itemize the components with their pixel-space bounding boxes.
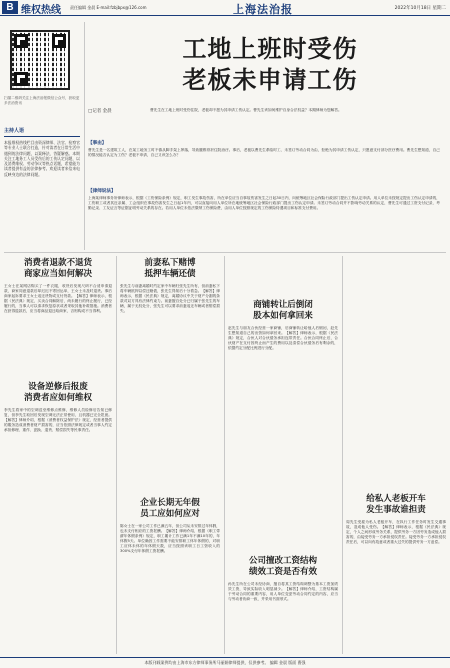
article-title-refund: 消费者退款不退货 商家应当如何解决 xyxy=(23,258,92,279)
article-text-repair: 李先生将家中的空调送至维修点维修，维修人员检修后告知已修复，但李先生取回后发现空调无法正常使用，且机器已完全报废。【解答】律师介绍，根据《消费者权益保护法》规定，经营者提供的服务造成消费者财产损害的，应当依照法律规定或者当事人约定承担修理、重作、更换、退货、赔偿损失等民事责任。 xyxy=(4,408,112,433)
lawyer-tag: 【律师说法】 xyxy=(88,189,116,194)
article-text-driver: 周先生受雇为私人老板开车，在执行工作任务时发生交通事故，造成他人受伤。【解答】律师表示，根据《民法典》规定，个人之间形成劳务关系，提供劳务一方因劳务造成他人损害的，由接受劳务一方承担侵权责任。接受劳务一方承担侵权责任后，可以向有故意或者重大过失的提供劳务一方追偿。 xyxy=(346,520,446,545)
article-title-shop: 商铺转让后倒闭 股本如何拿回来 xyxy=(253,300,313,321)
qr-caption: 扫描二维码关注上海法治报微信公众号，获取更多法治资讯 xyxy=(4,96,80,106)
headline-line-2: 老板未申请工伤 xyxy=(182,66,358,94)
article-text-leave: 陈女士在一家公司工作已满五年，但公司从未安排过年休假，也未支付相应的工资报酬。【解答】律师介绍，根据《职工带薪年休假条例》规定，职工累计工作已满1年不满10年的，年休假5天。单位确因工作需要不能安排职工休年休假的，对职工应休未休的年休假天数，应当按照该职工日工资收入的300%支付年休假工资报酬。 xyxy=(120,524,220,554)
column-divider xyxy=(342,256,343,654)
article-title-leave: 企业长期无年假 员工应如何应对 xyxy=(140,498,200,519)
lead-headline xyxy=(100,34,440,96)
page-footer: 本版刊载案例均由上海市东方律师事务所马丽娟律师提供，仅供参考。 编辑 金晨 版面 曹强 xyxy=(0,657,450,668)
lead-intro: 曹先生在工地上班时受伤住院，老板却不愿为其申请工伤认定。曹先生该如何维护自身合法权益？本期律师为您解答。 xyxy=(150,108,342,112)
lawyer-text: 上海某律师事务所律师表示，根据《工伤保险条例》规定，职工发生事故伤害，所在单位应当自事故伤害发生之日起30日内，向统筹地区社会保险行政部门提出工伤认定申请。用人单位未按规定提出工伤认定申请的，工伤职工或者其近亲属、工会组织在事故伤害发生之日起1年内，可以直接向用人单位所在地统筹地区社会保险行政部门提出工伤认定申请。未签订劳动合同并不影响劳动关系的认定，曹先生可通过工资支付记录、考勤记录、工友证言等证据证明劳动关系的存在。若用人单位未依法缴纳工伤保险费，由用人单位按照规定的工伤保险待遇项目和标准支付费用。 xyxy=(88,196,440,211)
article-title-repair: 设备逆修后报废 消费者应如何维权 xyxy=(23,382,92,403)
page-number-tag: B xyxy=(2,1,18,14)
column-divider xyxy=(84,22,85,250)
article-text-refund: 王女士在某网店购买了一件衣服，收货后发现尺码不合适申请退款，商家同意退款后却迟迟不寄回运单，王女士未及时退货。事后商家起诉要求王女士返还货物或支付货款。【解答】律师表示，根据《民法典》规定，买卖合同解除后，尚未履行的终止履行，已经履行的，当事人可以请求恢复原状或者采取其他补救措施。消费者在获得退款后，应当将商品退还给商家，否则构成不当得利。 xyxy=(4,284,112,314)
issue-date: 2022年10月18日 星期二 xyxy=(394,6,446,11)
case-text: 曹先生是一名建筑工人，在某工地务工时不慎从脚手架上摔落，导致腰椎骨折住院治疗。事后，老板以曹先生系临时工、未签订劳动合同为由，拒绝为其申请工伤认定，只愿意支付部分医疗费用。曹先生想知道，自己的情况能否认定为工伤？老板不申请，自己又该怎么办？ xyxy=(88,148,440,158)
case-tag: 【事由】 xyxy=(88,141,107,146)
article-text-salary: 孙先生所在公司未经协商，擅自将其工资结构调整为基本工资加绩效工资，导致实际收入明显减少。【解答】律师介绍，工资结构属于劳动合同的重要内容，用人单位变更劳动合同约定的内容，应当与劳动者协商一致，并采用书面形式。 xyxy=(228,582,338,602)
column-divider xyxy=(224,256,225,654)
page-header xyxy=(0,0,450,16)
column-divider xyxy=(116,256,117,654)
section-title: 维权热线 xyxy=(21,5,61,16)
article-title-driver: 给私人老板开车 发生事故谁担责 xyxy=(366,494,426,515)
sidebar-title: 主持人语 xyxy=(4,127,80,137)
editor-meta: 责任编辑 金晨 E-mail:fzbjbpx@126.com xyxy=(70,5,147,10)
article-text-gamble: 张先生与前妻离婚时约定家中车辆归张先生所有，但前妻私下将车辆抵押以偿还赌债，张先生得知后十分着急。【解答】律师表示，根据《民法典》规定，离婚协议中关于财产分割的条款对双方具有法律约束力。前妻擅自处分已归属于张先生的车辆，属于无权处分，张先生可以要求前妻返还车辆或者赔偿损失。 xyxy=(120,284,220,314)
article-title-salary: 公司擅改工资结构 绩效工资是否有效 xyxy=(248,556,317,577)
article-text-shop: 赵先生与朋友合伙经营一家商铺，后商铺转让给他人后倒闭，赵先生想知道自己的出资如何拿回来。【解答】律师表示，根据《民法典》规定，合伙人对合伙债务承担连带责任。合伙合同终止后，合伙财产在支付因终止而产生的费用以及清偿合伙债务后有剩余的，依据约定分配比例进行分配。 xyxy=(228,326,338,351)
headline-line-1: 工地上班时受伤 xyxy=(182,35,358,63)
qr-code-icon xyxy=(10,30,70,90)
byline: □记者 金晨 xyxy=(88,109,112,114)
sidebar-text: 本报维权热线栏目由资深律师、法官、检察官等专业人士联合打造，针对读者在日常生活中遇到的法律问题，以案释法，答疑解惑。本期关注工地务工人员受伤后的工伤认定问题，以及消费维权、劳动争议等热点话题，希望能为读者提供有益的法律参考。欢迎读者来信来电反映身边的法律问题。 xyxy=(4,140,80,177)
section-divider xyxy=(4,252,446,253)
masthead-logo: 上海法治报 xyxy=(233,3,293,16)
article-title-gamble: 前妻私下赌博 抵押车辆还债 xyxy=(144,258,196,279)
